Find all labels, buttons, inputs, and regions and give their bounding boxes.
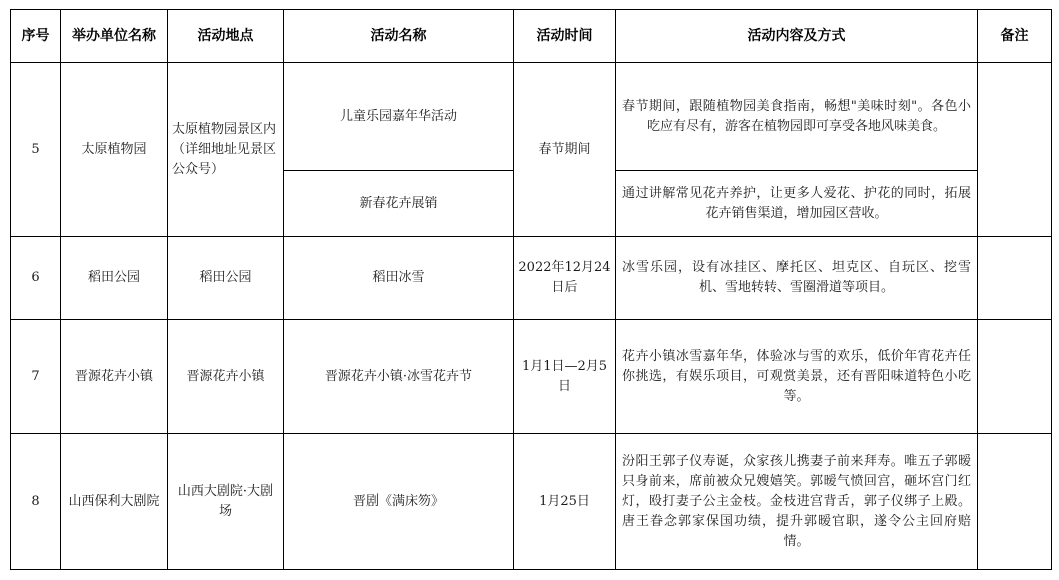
cell-event-name: 新春花卉展销 — [284, 171, 514, 237]
cell-time: 1月1日—2月5日 — [514, 320, 616, 434]
cell-event-name: 儿童乐园嘉年华活动 — [284, 63, 514, 171]
cell-content: 花卉小镇冰雪嘉年华，体验冰与雪的欢乐，低价年宵花卉任你挑选，有娱乐项目，可观赏美景，还有晋阳味道特色小吃等。 — [616, 320, 978, 434]
cell-event-name: 稻田冰雪 — [284, 237, 514, 320]
cell-organizer: 山西保利大剧院 — [61, 434, 168, 570]
table-row — [11, 320, 1052, 434]
cell-location: 晋源花卉小镇 — [168, 320, 284, 434]
cell-location: 山西大剧院·大剧场 — [168, 434, 284, 570]
cell-content: 汾阳王郭子仪寿诞，众家孩儿携妻子前来拜寿。唯五子郭暧只身前来，席前被众兄嫂嬉笑。郭暧气愤回宫，砸坏宫门红灯，殴打妻子公主金枝。金枝进宫背舌，郭子仪绑子上殿。唐王眷念郭家保国功绩，提升郭暧官职，遂令公主回府赔情。 — [616, 434, 978, 570]
cell-organizer: 晋源花卉小镇 — [61, 320, 168, 434]
table-body — [11, 63, 1052, 570]
cell-content: 春节期间，跟随植物园美食指南，畅想"美味时刻"。各色小吃应有尽有，游客在植物园即可享受各地风味美食。 — [616, 63, 978, 171]
header-row — [11, 10, 1052, 63]
header-content: 活动内容及方式 — [616, 10, 978, 63]
header-location: 活动地点 — [168, 10, 284, 63]
cell-no: 5 — [11, 63, 61, 237]
table-row — [11, 237, 1052, 320]
cell-time: 1月25日 — [514, 434, 616, 570]
header-name: 活动名称 — [284, 10, 514, 63]
header-organizer: 举办单位名称 — [61, 10, 168, 63]
cell-content: 通过讲解常见花卉养护，让更多人爱花、护花的同时，拓展花卉销售渠道，增加园区营收。 — [616, 171, 978, 237]
events-table — [10, 9, 1052, 570]
header-no: 序号 — [11, 10, 61, 63]
cell-no: 7 — [11, 320, 61, 434]
table-row — [11, 63, 1052, 171]
cell-event-name: 晋剧《满床笏》 — [284, 434, 514, 570]
header-remark: 备注 — [978, 10, 1052, 63]
cell-content: 冰雪乐园，设有冰挂区、摩托区、坦克区、自玩区、挖雪机、雪地转转、雪圈滑道等项目。 — [616, 237, 978, 320]
cell-location: 太原植物园景区内（详细地址见景区公众号） — [168, 63, 284, 237]
cell-event-name: 晋源花卉小镇·冰雪花卉节 — [284, 320, 514, 434]
cell-no: 6 — [11, 237, 61, 320]
cell-time: 2022年12月24日后 — [514, 237, 616, 320]
header-time: 活动时间 — [514, 10, 616, 63]
cell-time: 春节期间 — [514, 63, 616, 237]
cell-location: 稻田公园 — [168, 237, 284, 320]
cell-no: 8 — [11, 434, 61, 570]
cell-remark — [978, 434, 1052, 570]
table-header — [11, 10, 1052, 63]
cell-organizer: 太原植物园 — [61, 63, 168, 237]
cell-remark — [978, 237, 1052, 320]
cell-organizer: 稻田公园 — [61, 237, 168, 320]
cell-remark — [978, 63, 1052, 237]
cell-remark — [978, 320, 1052, 434]
table-row — [11, 434, 1052, 570]
